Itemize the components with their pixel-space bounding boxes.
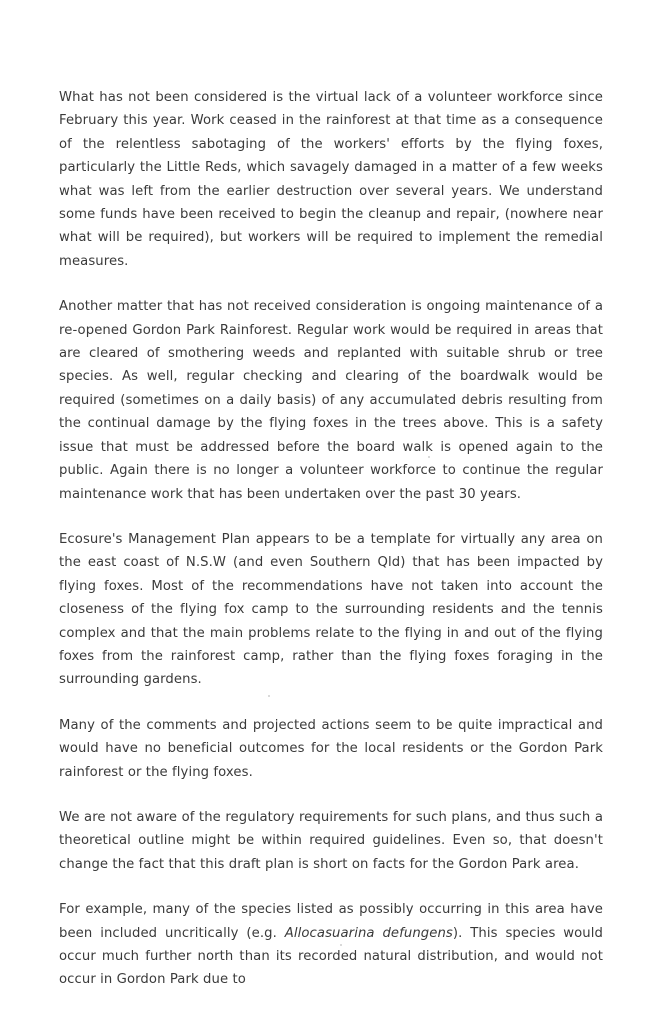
- paragraph-regulatory-requirements: We are not aware of the regulatory requirements for such plans, and thus such a theoretical outline might be within required guidelines. Even so, that doesn't change the fact that this draft plan is short on facts for the Gordon Park area.: [59, 809, 603, 872]
- paragraph-species-example: [59, 898, 603, 992]
- scan-speck: [428, 456, 430, 458]
- species-name: Allocasuarina defungens: [284, 925, 453, 941]
- paragraph-impractical-actions: Many of the comments and projected actions seem to be quite impractical and would have no beneficial outcomes for the local residents or the Gordon Park rainforest or the flying foxes.: [59, 717, 603, 780]
- paragraph-volunteer-workforce: What has not been considered is the virtual lack of a volunteer workforce since February this year. Work ceased in the rainforest at that time as a consequence of the relentless sabotaging of the workers' efforts by the flying foxes, particularly the Little Reds, which savagely damaged in a matter of a few weeks what was left from the earlier destruction over several years. We understand some funds have been received to begin the cleanup and repair, (nowhere near what will be required), but workers will be required to implement the remedial measures.: [59, 90, 603, 269]
- species-example-text-before: For example, many of the species listed as possibly occurring in this area have been included uncritically (e.g.: [59, 902, 603, 941]
- scan-speck: [268, 695, 270, 697]
- paragraph-ongoing-maintenance: Another matter that has not received consideration is ongoing maintenance of a re-opened Gordon Park Rainforest. Regular work would be required in areas that are cleared of smothering weeds and replanted with suitable shrub or tree species. As well, regular checking and clearing of the boardwalk would be required (sometimes on a daily basis) of any accumulated debris resulting from the continual damage by the flying foxes in the trees above. This is a safety issue that must be addressed before the board walk is opened again to the public. Again there is no longer a volunteer workforce to continue the regular maintenance work that has been undertaken over the past 30 years.: [59, 299, 603, 502]
- paragraph-management-plan-template: Ecosure's Management Plan appears to be a template for virtually any area on the east coast of N.S.W (and even Southern Qld) that has been impacted by flying foxes. Most of the recommendations have not taken into account the closeness of the flying fox camp to the surrounding residents and the tennis complex and that the main problems relate to the flying in and out of the flying foxes from the rainforest camp, rather than the flying foxes foraging in the surrounding gardens.: [59, 531, 603, 688]
- species-example-text-after: ). This species would occur much further north than its recorded natural distribution, and would not occur in Gordon Park due to: [59, 925, 603, 988]
- scan-speck: [340, 944, 342, 946]
- document-body: [59, 86, 603, 1015]
